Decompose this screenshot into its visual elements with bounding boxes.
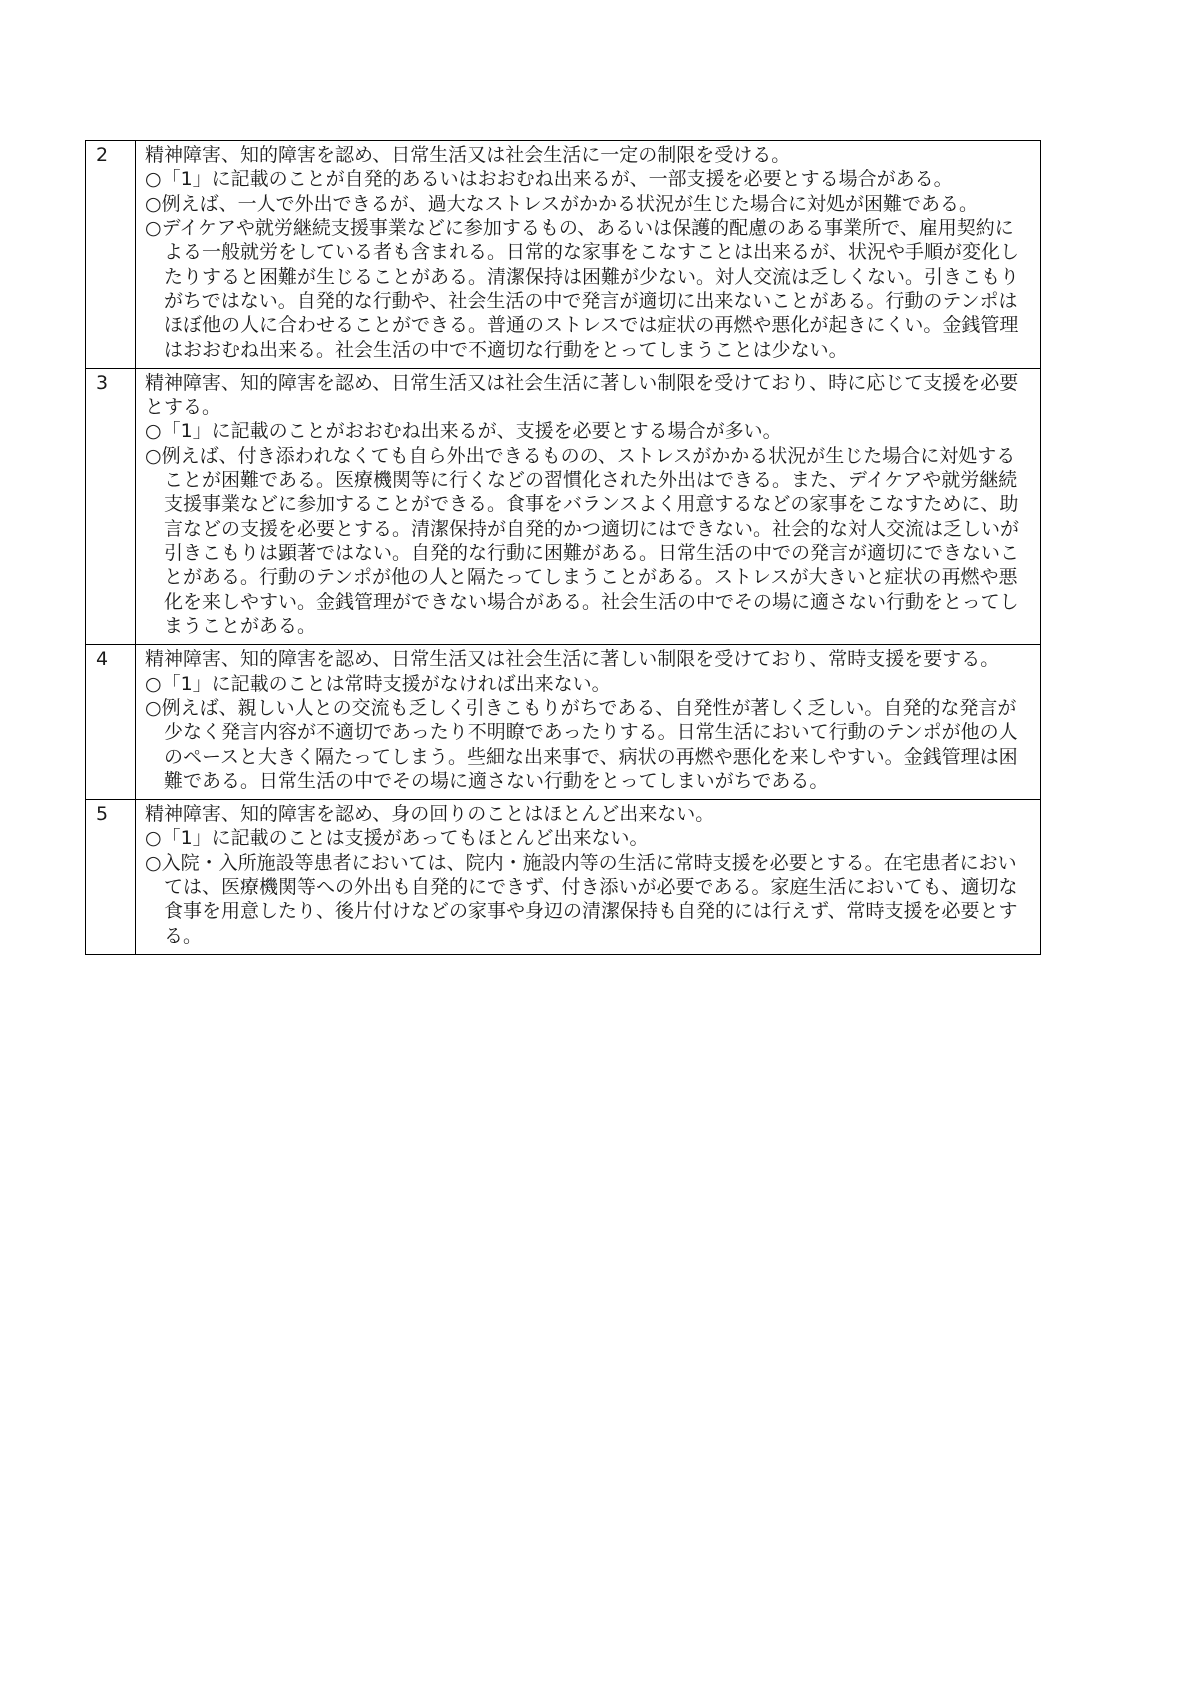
- table-row: [86, 368, 1041, 644]
- grade-number: 2: [86, 141, 136, 369]
- row-lead-text: 精神障害、知的障害を認め、身の回りのことはほとんど出来ない。: [145, 803, 715, 826]
- grade-description-cell: [136, 800, 1041, 955]
- row-item-text: ○入院・入所施設等患者においては、院内・施設内等の生活に常時支援を必要とする。在宅患者においては、医療機関等への外出も自発的にできず、付き添いが必要である。家庭生活においても、適切な食事を用意したり、後片付けなどの家事や身辺の清潔保持も自発的には行えず、常時支援を必要とする。: [145, 851, 1018, 947]
- grade-number: 5: [86, 800, 136, 955]
- row-item-text: ○「1」に記載のことは常時支援がなければ出来ない。: [145, 672, 611, 695]
- table-row: [86, 645, 1041, 800]
- row-item-text: ○例えば、親しい人との交流も乏しく引きこもりがちである、自発性が著しく乏しい。自発的な発言が少なく発言内容が不適切であったり不明瞭であったりする。日常生活において行動のテンポが他の人のペースと大きく隔たってしまう。些細な出来事で、病状の再燃や悪化を来しやすい。金銭管理は困難である。日常生活の中でその場に適さない行動をとってしまいがちである。: [145, 696, 1018, 792]
- grade-number: 3: [86, 368, 136, 644]
- grade-description-cell: [136, 645, 1041, 800]
- grade-criteria-table: [85, 140, 1041, 955]
- row-item-text: ○「1」に記載のことが自発的あるいはおおむね出来るが、一部支援を必要とする場合がある。: [145, 168, 953, 191]
- row-item-text: ○例えば、付き添われなくても自ら外出できるものの、ストレスがかかる状況が生じた場合に対処することが困難である。医療機関等に行くなどの習慣化された外出はできる。また、デイケアや就労継続支援事業などに参加することができる。食事をバランスよく用意するなどの家事をこなすために、助言などの支援を必要とする。清潔保持が自発的かつ適切にはできない。社会的な対人交流は乏しいが引きこもりは顕著ではない。自発的な行動に困難がある。日常生活の中での発言が適切にできないことがある。行動のテンポが他の人と隔たってしまうことがある。ストレスが大きいと症状の再燃や悪化を来しやすい。金銭管理ができない場合がある。社会生活の中でその場に適さない行動をとってしまうことがある。: [145, 444, 1020, 637]
- row-lead-text: 精神障害、知的障害を認め、日常生活又は社会生活に著しい制限を受けており、時に応じて支援を必要とする。: [145, 371, 1019, 419]
- table-row: [86, 141, 1041, 369]
- row-lead-text: 精神障害、知的障害を認め、日常生活又は社会生活に著しい制限を受けており、常時支援を要する。: [145, 648, 1000, 671]
- row-item-text: ○デイケアや就労継続支援事業などに参加するもの、あるいは保護的配慮のある事業所で、雇用契約による一般就労をしている者も含まれる。日常的な家事をこなすことは出来るが、状況や手順が変化したりすると困難が生じることがある。清潔保持は困難が少ない。対人交流は乏しくない。引きこもりがちではない。自発的な行動や、社会生活の中で発言が適切に出来ないことがある。行動のテンポはほぼ他の人に合わせることができる。普通のストレスでは症状の再燃や悪化が起きにくい。金銭管理はおおむね出来る。社会生活の中で不適切な行動をとってしまうことは少ない。: [145, 216, 1020, 361]
- grade-description-cell: [136, 141, 1041, 369]
- table-row: [86, 800, 1041, 955]
- row-item-text: ○「1」に記載のことがおおむね出来るが、支援を必要とする場合が多い。: [145, 420, 782, 443]
- row-lead-text: 精神障害、知的障害を認め、日常生活又は社会生活に一定の制限を受ける。: [145, 144, 791, 166]
- row-item-text: ○例えば、一人で外出できるが、過大なストレスがかかる状況が生じた場合に対処が困難である。: [145, 192, 979, 215]
- grade-table-body: [86, 141, 1041, 955]
- row-item-text: ○「1」に記載のことは支援があってもほとんど出来ない。: [145, 827, 649, 850]
- grade-description-cell: [136, 368, 1041, 644]
- grade-number: 4: [86, 645, 136, 800]
